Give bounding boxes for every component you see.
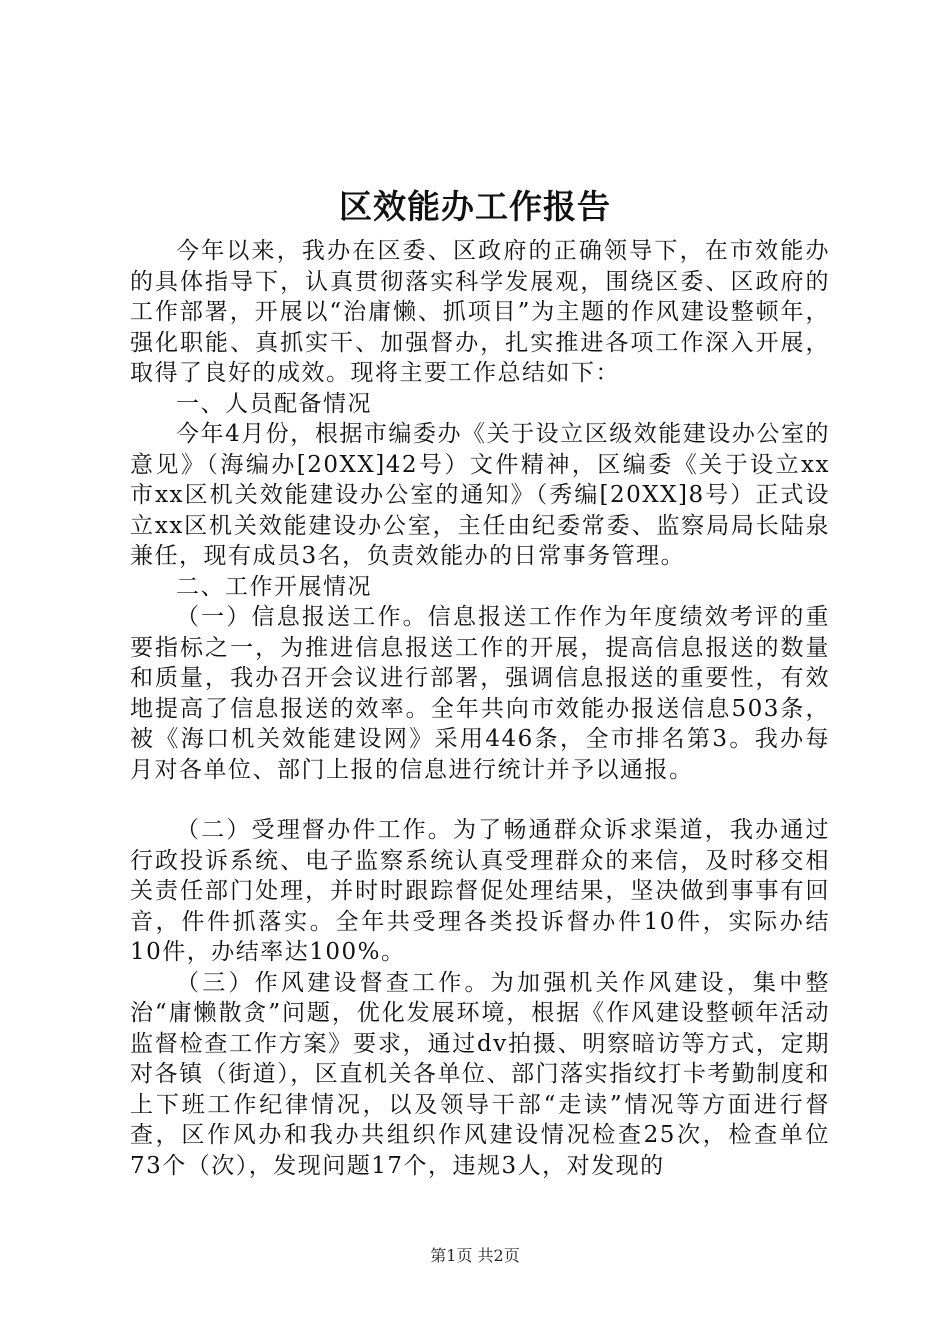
section-heading-staffing: 一、人员配备情况	[176, 390, 372, 417]
staffing-paragraph: 今年4月份，根据市编委办《关于设立区级效能建设办公室的意见》（海编办[20XX]42号）文件精神，区编委《关于设立xx市xx区机关效能建设办公室的通知》（秀编[20XX]8号）正式设立xx区机关效能建设办公室，主任由纪委常委、监察局局长陆泉兼任，现有成员3名，负责效能办的日常事务管理。	[130, 421, 830, 569]
style-inspection-paragraph: （三）作风建设督查工作。为加强机关作风建设，集中整治“庸懒散贪”问题，优化发展环境，根据《作风建设整顿年活动监督检查工作方案》要求，通过dv拍摄、明察暗访等方式，定期对各镇（街道），区直机关各单位、部门落实指纹打卡考勤制度和上下班工作纪律情况，以及领导干部“走读”情况等方面进行督查，区作风办和我办共组织作风建设情况检查25次，检查单位73个（次），发现问题17个，违规3人，对发现的	[130, 969, 830, 1179]
section-heading-work: 二、工作开展情况	[176, 573, 372, 600]
intro-paragraph: 今年以来，我办在区委、区政府的正确领导下，在市效能办的具体指导下，认真贯彻落实科学发展观，围绕区委、区政府的工作部署，开展以“治庸懒、抓项目”为主题的作风建设整顿年，强化职能、真抓实干、加强督办，扎实推进各项工作深入开展，取得了良好的成效。现将主要工作总结如下：	[130, 238, 830, 386]
complaint-handling-paragraph: （二）受理督办件工作。为了畅通群众诉求渠道，我办通过行政投诉系统、电子监察系统认真受理群众的来信，及时移交相关责任部门处理，并时时跟踪督促处理结果，坚决做到事事有回音，件件抓落实。全年共受理各类投诉督办件10件，实际办结10件，办结率达100%。	[130, 817, 830, 965]
document-body	[130, 236, 830, 1181]
page-number-footer: 第1页 共2页	[430, 1246, 520, 1265]
document-title: 区效能办工作报告	[339, 187, 611, 226]
info-reporting-paragraph: （一）信息报送工作。信息报送工作作为年度绩效考评的重要指标之一，为推进信息报送工作的开展，提高信息报送的数量和质量，我办召开会议进行部署，强调信息报送的重要性，有效地提高了信息报送的效率。全年共向市效能办报送信息503条，被《海口机关效能建设网》采用446条，全市排名第3。我办每月对各单位、部门上报的信息进行统计并予以通报。	[130, 604, 830, 783]
